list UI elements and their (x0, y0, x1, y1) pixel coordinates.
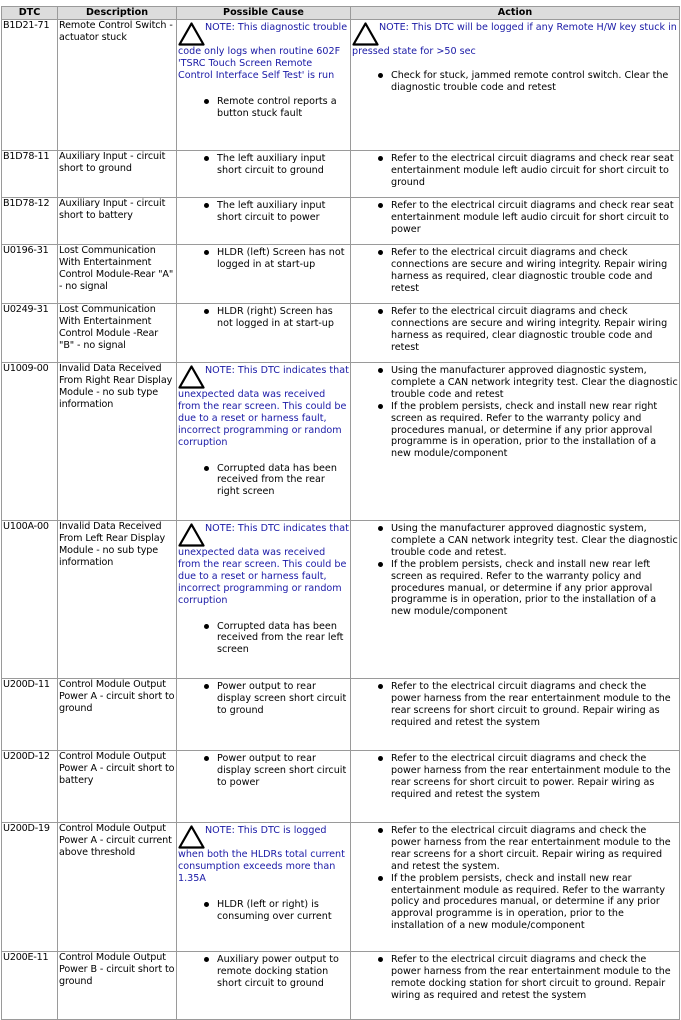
table-row (2, 151, 680, 198)
action-item: Check for stuck, jammed remote control switch. Clear the diagnostic trouble code and retest (391, 70, 678, 94)
dtc-code: U0196-31 (2, 245, 58, 304)
action-list (352, 365, 678, 460)
header-description: Description (58, 7, 177, 20)
cause-item: Power output to rear display screen short circuit to ground (217, 681, 349, 717)
possible-cause-cell (177, 751, 351, 823)
action-cell (351, 20, 680, 151)
dtc-code: B1D78-12 (2, 198, 58, 245)
dtc-code: U200D-11 (2, 679, 58, 751)
cause-list (178, 899, 349, 923)
action-item: Using the manufacturer approved diagnostic system, complete a CAN network integrity test. Clear the diagnostic trouble code and retest (391, 365, 678, 400)
cause-list (178, 200, 349, 224)
action-item: Using the manufacturer approved diagnostic system, complete a CAN network integrity test. Clear the diagnostic trouble code and retest. (391, 523, 678, 558)
action-item: Refer to the electrical circuit diagrams and check the power harness from the rear entertainment module to the rear screens for a short circuit. Repair wiring as required and retest the system. (391, 825, 678, 873)
cause-item: HLDR (left) Screen has not logged in at start-up (217, 247, 349, 271)
cause-note-text: NOTE: This DTC is logged when both the HLDRs total current consumption exceeds more than 1.35A (178, 825, 345, 884)
header-possible-cause: Possible Cause (177, 7, 351, 20)
possible-cause-cell (177, 679, 351, 751)
cause-note-text: NOTE: This DTC indicates that unexpected data was received from the rear screen. This could be due to a reset or harness fault, incorrect programming or random corruption (178, 365, 349, 448)
table-row (2, 304, 680, 363)
dtc-description: Control Module Output Power A - circuit short to ground (58, 679, 177, 751)
action-item: Refer to the electrical circuit diagrams and check the power harness from the rear entertainment module to the remote docking station for short circuit to ground. Repair wiring as required and retest the system (391, 954, 678, 1002)
action-note (352, 22, 678, 58)
action-item: Refer to the electrical circuit diagrams and check the power harness from the rear entertainment module to the rear screens for short circuit to power. Repair wiring as required and retest the system (391, 753, 678, 801)
action-item: If the problem persists, check and install new rear right screen as required. Refer to the warranty policy and procedures manual, or determine if any prior approval programme is in operation, prior to the installation of a new module/component (391, 401, 678, 461)
table-row (2, 823, 680, 952)
table-row (2, 20, 680, 151)
cause-note (178, 523, 349, 607)
dtc-description: Control Module Output Power A - circuit current above threshold (58, 823, 177, 952)
action-cell (351, 304, 680, 363)
warning-triangle-icon (178, 365, 205, 389)
cause-list (178, 153, 349, 177)
dtc-table (1, 6, 680, 1020)
possible-cause-cell (177, 363, 351, 521)
dtc-description: Lost Communication With Entertainment Control Module -Rear "B" - no signal (58, 304, 177, 363)
cause-list (178, 753, 349, 789)
action-list (352, 954, 678, 1002)
dtc-description: Remote Control Switch - actuator stuck (58, 20, 177, 151)
cause-list (178, 681, 349, 717)
cause-note (178, 825, 349, 885)
action-cell (351, 679, 680, 751)
table-row (2, 245, 680, 304)
dtc-code: B1D78-11 (2, 151, 58, 198)
cause-item: The left auxiliary input short circuit to power (217, 200, 349, 224)
cause-item: HLDR (left or right) is consuming over current (217, 899, 349, 923)
dtc-description: Invalid Data Received From Right Rear Display Module - no sub type information (58, 363, 177, 521)
action-list (352, 70, 678, 94)
warning-triangle-icon (178, 22, 205, 46)
dtc-description: Control Module Output Power B - circuit short to ground (58, 952, 177, 1020)
cause-note (178, 22, 349, 82)
table-row (2, 751, 680, 823)
action-item: Refer to the electrical circuit diagrams and check rear seat entertainment module left audio circuit for short circuit to power (391, 200, 678, 236)
cause-item: Corrupted data has been received from the rear left screen (217, 621, 349, 657)
cause-item: Remote control reports a button stuck fault (217, 96, 349, 120)
action-item: Refer to the electrical circuit diagrams and check the power harness from the rear entertainment module to the rear screens for short circuit to ground. Repair wiring as required and retest the system (391, 681, 678, 729)
action-cell (351, 952, 680, 1020)
cause-note-text: NOTE: This DTC indicates that unexpected data was received from the rear screen. This could be due to a reset or harness fault, incorrect programming or random corruption (178, 523, 349, 606)
action-note-text: NOTE: This DTC will be logged if any Remote H/W key stuck in pressed state for >50 sec (352, 22, 677, 57)
action-item: Refer to the electrical circuit diagrams and check connections are secure and wiring integrity. Repair wiring harness as required, clear diagnostic trouble code and retest (391, 306, 678, 354)
action-item: If the problem persists, check and install new rear left screen as required. Refer to the warranty policy and procedures manual, or determine if any prior approval programme is in operation, prior to the installation of a new module/component (391, 559, 678, 619)
possible-cause-cell (177, 20, 351, 151)
cause-item: Corrupted data has been received from the rear right screen (217, 463, 349, 499)
possible-cause-cell (177, 304, 351, 363)
header-dtc: DTC (2, 7, 58, 20)
warning-triangle-icon (178, 523, 205, 547)
dtc-table-container (1, 6, 679, 1020)
cause-list (178, 463, 349, 499)
action-cell (351, 751, 680, 823)
action-list (352, 523, 678, 618)
dtc-code: U0249-31 (2, 304, 58, 363)
action-cell (351, 823, 680, 952)
action-cell (351, 363, 680, 521)
possible-cause-cell (177, 952, 351, 1020)
possible-cause-cell (177, 521, 351, 679)
cause-list (178, 247, 349, 271)
action-cell (351, 245, 680, 304)
table-row (2, 952, 680, 1020)
cause-list (178, 306, 349, 330)
dtc-code: B1D21-71 (2, 20, 58, 151)
action-list (352, 753, 678, 801)
table-row (2, 521, 680, 679)
cause-item: Auxiliary power output to remote docking station short circuit to ground (217, 954, 349, 990)
table-header-row (2, 7, 680, 20)
cause-item: HLDR (right) Screen has not logged in at start-up (217, 306, 349, 330)
possible-cause-cell (177, 151, 351, 198)
dtc-code: U1009-00 (2, 363, 58, 521)
action-list (352, 200, 678, 236)
dtc-code: U200D-12 (2, 751, 58, 823)
cause-item: Power output to rear display screen short circuit to power (217, 753, 349, 789)
cause-note-text: NOTE: This diagnostic trouble code only logs when routine 602F 'TSRC Touch Screen Remote Control Interface Self Test' is run (178, 22, 348, 81)
dtc-description: Lost Communication With Entertainment Control Module-Rear "A" - no signal (58, 245, 177, 304)
dtc-code: U200D-19 (2, 823, 58, 952)
action-item: Refer to the electrical circuit diagrams and check connections are secure and wiring integrity. Repair wiring harness as required, clear diagnostic trouble code and retest (391, 247, 678, 295)
cause-list (178, 954, 349, 990)
dtc-code: U100A-00 (2, 521, 58, 679)
warning-triangle-icon (352, 22, 379, 46)
header-action: Action (351, 7, 680, 20)
dtc-description: Auxiliary Input - circuit short to ground (58, 151, 177, 198)
possible-cause-cell (177, 245, 351, 304)
cause-list (178, 621, 349, 657)
table-row (2, 198, 680, 245)
action-cell (351, 151, 680, 198)
cause-note (178, 365, 349, 449)
action-item: If the problem persists, check and install new rear entertainment module as required. Refer to the warranty policy and procedures manual, or determine if any prior approval programme is in operation, prior to the installation of a new module/component (391, 873, 678, 933)
action-list (352, 247, 678, 295)
action-cell (351, 521, 680, 679)
action-list (352, 681, 678, 729)
possible-cause-cell (177, 823, 351, 952)
possible-cause-cell (177, 198, 351, 245)
table-row (2, 363, 680, 521)
cause-list (178, 96, 349, 120)
action-cell (351, 198, 680, 245)
cause-item: The left auxiliary input short circuit to ground (217, 153, 349, 177)
action-item: Refer to the electrical circuit diagrams and check rear seat entertainment module left audio circuit for short circuit to ground (391, 153, 678, 189)
action-list (352, 153, 678, 189)
dtc-description: Auxiliary Input - circuit short to battery (58, 198, 177, 245)
action-list (352, 306, 678, 354)
dtc-description: Control Module Output Power A - circuit short to battery (58, 751, 177, 823)
action-list (352, 825, 678, 932)
dtc-description: Invalid Data Received From Left Rear Display Module - no sub type information (58, 521, 177, 679)
dtc-code: U200E-11 (2, 952, 58, 1020)
table-row (2, 679, 680, 751)
warning-triangle-icon (178, 825, 205, 849)
